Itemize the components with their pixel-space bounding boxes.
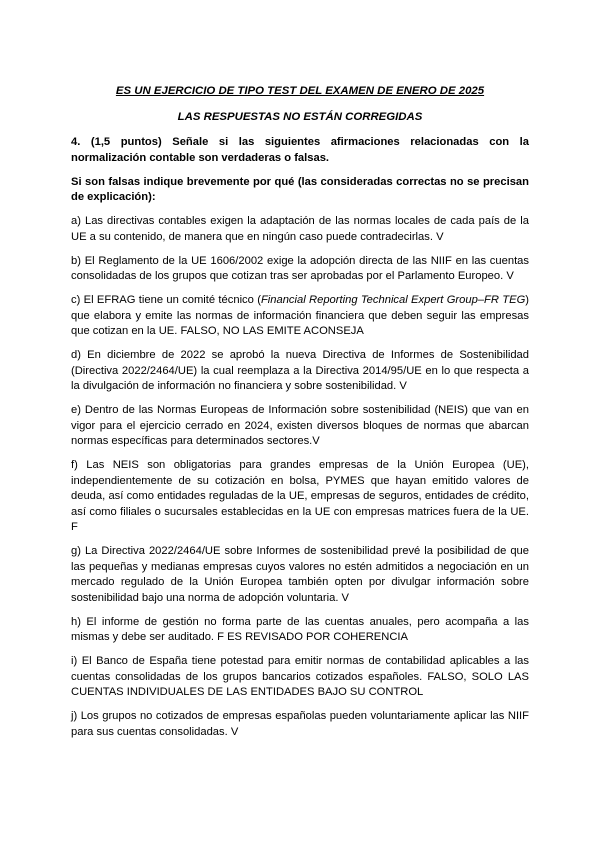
statement-b: b) El Reglamento de la UE 1606/2002 exige la adopción directa de las NIIF en las cuentas consolidadas de los grupos que cotizan tras ser aprobadas por el Parlamento Europeo. V: [71, 254, 529, 282]
document-subtitle: LAS RESPUESTAS NO ESTÁN CORREGIDAS: [177, 111, 423, 123]
statement-g: g) La Directiva 2022/2464/UE sobre Informes de sostenibilidad prevé la posibilidad de que las pequeñas y medianas empresas cuyos valores no estén admitidos a negociación en un mercado regulado de la Unión Europea también opten por divulgar información sobre sostenibilidad bajo una norma de adopción voluntaria. V: [71, 545, 529, 604]
document-title: ES UN EJERCICIO DE TIPO TEST DEL EXAMEN DE ENERO DE 2025: [115, 85, 485, 97]
statement-f: f) Las NEIS son obligatorias para grandes empresas de la Unión Europea (UE), independientemente de su cotización en bolsa, PYMES que hayan emitido valores de deuda, así como entidades reguladas de la UE, empresas de seguros, entidades de crédito, así como filiales o sucursales establecidas en la UE con empresas matrices fuera de la UE. F: [71, 459, 529, 533]
statement-c: [71, 293, 529, 340]
statement-c-italic-term: Financial Reporting Technical Expert Group–FR TEG: [260, 294, 526, 306]
statement-h: h) El informe de gestión no forma parte de las cuentas anuales, pero acompaña a las mismas y debe ser auditado. F ES REVISADO POR COHERENCIA: [71, 615, 529, 643]
statement-i: i) El Banco de España tiene potestad para emitir normas de contabilidad aplicables a las cuentas consolidadas de los grupos bancarios cotizados españoles. FALSO, SOLO LAS CUENTAS INDIVIDUALES DE LAS ENTIDADES BAJO SU CONTROL: [71, 655, 529, 698]
statement-e: e) Dentro de las Normas Europeas de Información sobre sostenibilidad (NEIS) que van en vigor para el ejercicio cerrado en 2024, existen diversos bloques de normas que abarcan normas específicas para determinados sectores.V: [71, 404, 529, 447]
statement-c-start: c) El EFRAG tiene un comité técnico (: [71, 294, 261, 306]
question-statement: 4. (1,5 puntos) Señale si las siguientes afirmaciones relacionadas con la normalización contable son verdaderas o falsas.: [71, 136, 529, 164]
question-instruction: Si son falsas indique brevemente por qué (las consideradas correctas no se precisan de explicación):: [71, 175, 529, 203]
statement-a: a) Las directivas contables exigen la adaptación de las normas locales de cada país de la UE a su contenido, de manera que en ningún caso puede contradecirlas. V: [71, 215, 529, 243]
statement-d: d) En diciembre de 2022 se aprobó la nueva Directiva de Informes de Sostenibilidad (Directiva 2022/2464/UE) la cual reemplaza a la Directiva 2014/95/UE en lo que respecta a la divulgación de información no financiera y sobre sostenibilidad. V: [71, 349, 529, 392]
statement-j: j) Los grupos no cotizados de empresas españolas pueden voluntariamente aplicar las NIIF para sus cuentas consolidadas. V: [71, 710, 529, 738]
statement-c-end: ) que elabora y emite las normas de información financiera que deben seguir las empresas que cotizan en la UE. FALSO, NO LAS EMITE ACONSEJA: [71, 294, 530, 337]
